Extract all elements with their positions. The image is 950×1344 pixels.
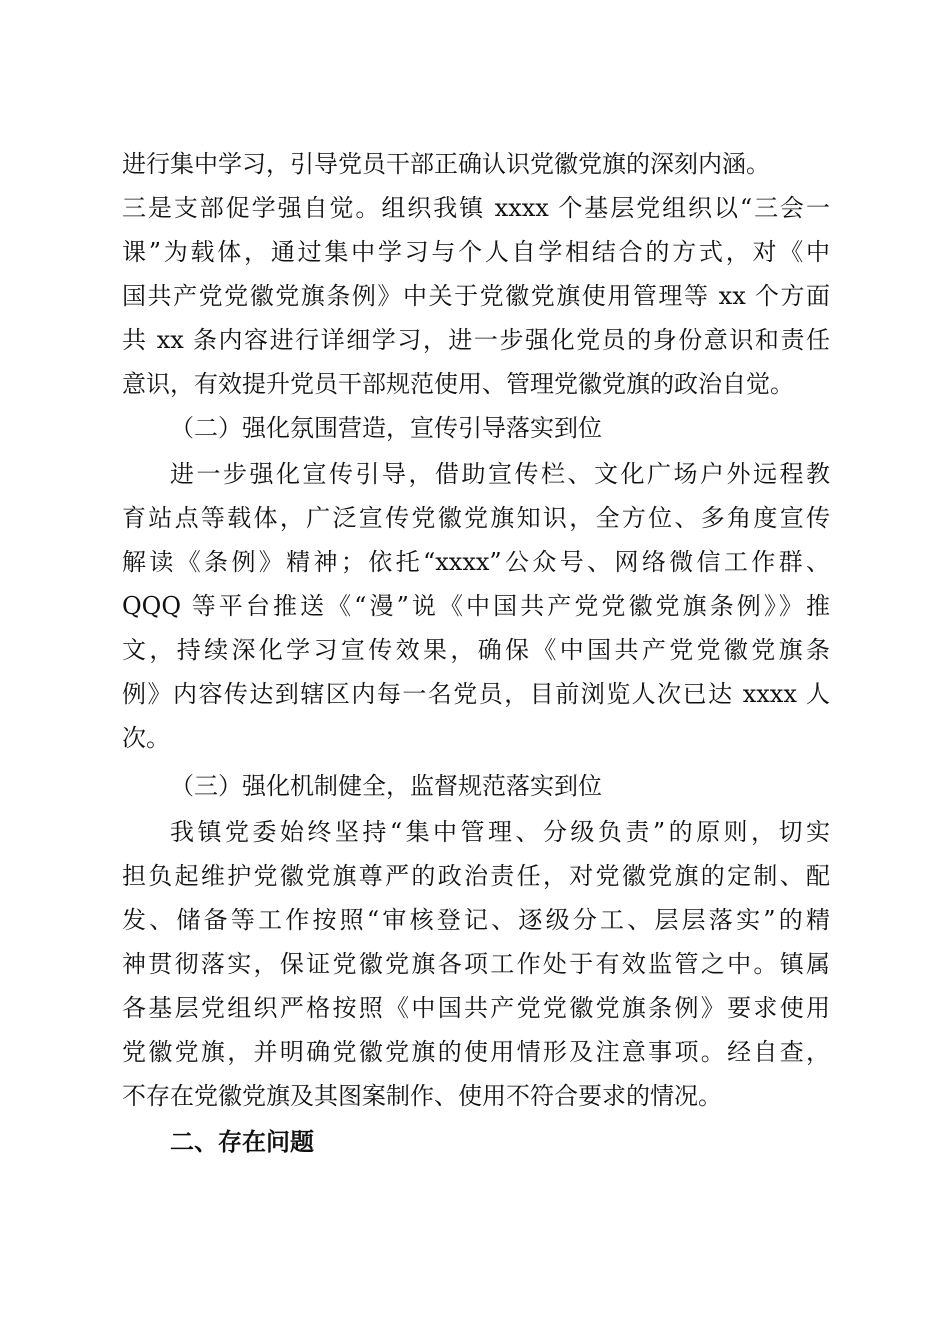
paragraph-line: 意识，有效提升党员干部规范使用、管理党徽党旗的政治自觉。 (122, 370, 794, 398)
subheading-publicity: （二）强化氛围营造，宣传引导落实到位 (170, 414, 602, 442)
subheading-mechanism: （三）强化机制健全，监督规范落实到位 (170, 772, 602, 800)
section-heading-problems: 二、存在问题 (170, 1128, 314, 1156)
paragraph-line: 育站点等载体，广泛宣传党徽党旗知识，全方位、多角度宣传 (122, 504, 830, 532)
paragraph-line: 担负起维护党徽党旗尊严的政治责任，对党徽党旗的定制、配 (122, 862, 830, 890)
paragraph-line: 发、储备等工作按照“审核登记、逐级分工、层层落实”的精 (122, 906, 830, 934)
paragraph-line: 课”为载体，通过集中学习与个人自学相结合的方式，对《中 (122, 238, 830, 266)
paragraph-line: 不存在党徽党旗及其图案制作、使用不符合要求的情况。 (122, 1082, 722, 1110)
paragraph-line: 共 xx 条内容进行详细学习，进一步强化党员的身份意识和责任 (122, 326, 830, 354)
paragraph-line: 党徽党旗，并明确党徽党旗的使用情形及注意事项。经自查， (122, 1038, 830, 1066)
paragraph-line: QQQ 等平台推送《“漫”说《中国共产党党徽党旗条例》》推 (122, 592, 830, 620)
paragraph-line: 解读《条例》精神；依托“xxxx”公众号、网络微信工作群、 (122, 548, 830, 576)
paragraph-line: 国共产党党徽党旗条例》中关于党徽党旗使用管理等 xx 个方面 (122, 282, 830, 310)
paragraph-line: 文，持续深化学习宣传效果，确保《中国共产党党徽党旗条 (122, 636, 830, 664)
paragraph-line: 进一步强化宣传引导，借助宣传栏、文化广场户外远程教 (170, 460, 830, 488)
paragraph-line: 我镇党委始终坚持“集中管理、分级负责”的原则，切实 (170, 818, 830, 846)
paragraph-line: 三是支部促学强自觉。组织我镇 xxxx 个基层党组织以“三会一 (122, 194, 830, 222)
paragraph-line: 例》内容传达到辖区内每一名党员，目前浏览人次已达 xxxx 人 (122, 680, 830, 708)
paragraph-line: 次。 (122, 724, 170, 752)
paragraph-line: 神贯彻落实，保证党徽党旗各项工作处于有效监管之中。镇属 (122, 950, 830, 978)
paragraph-line: 进行集中学习，引导党员干部正确认识党徽党旗的深刻内涵。 (122, 150, 770, 178)
paragraph-line: 各基层党组织严格按照《中国共产党党徽党旗条例》要求使用 (122, 994, 830, 1022)
